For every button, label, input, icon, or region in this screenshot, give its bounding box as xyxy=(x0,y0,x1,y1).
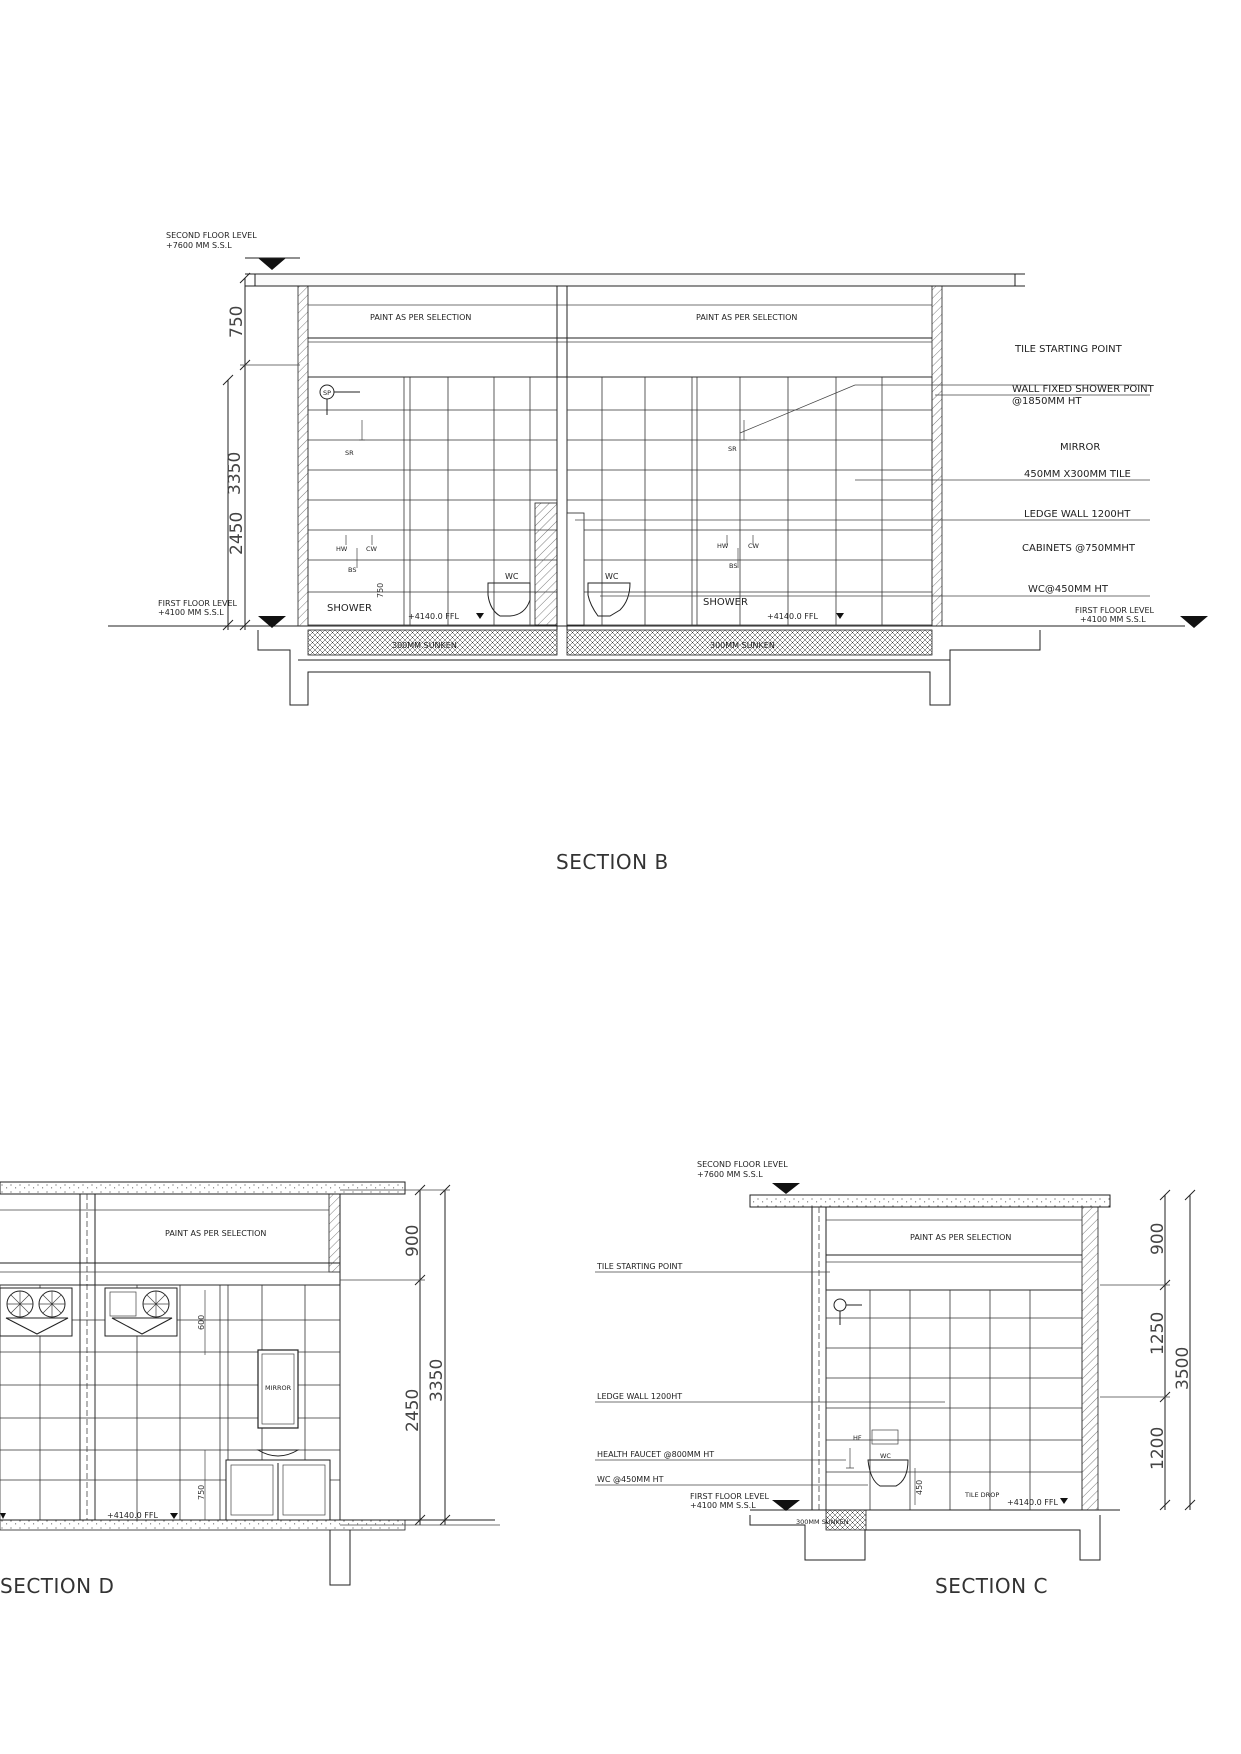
note-shower-point-b: WALL FIXED SHOWER POINT xyxy=(1012,384,1154,395)
slab-top-d xyxy=(0,1182,405,1194)
level-marker-ffl-c xyxy=(772,1500,800,1511)
section-d xyxy=(0,1182,500,1598)
label-paint-right-b: PAINT AS PER SELECTION xyxy=(696,313,798,322)
wall-right-c xyxy=(1082,1207,1098,1510)
dim-750-b: 750 xyxy=(227,305,247,338)
label-hw-right-b: HW xyxy=(717,542,729,550)
label-shower-left-b: SHOWER xyxy=(327,603,372,614)
label-sp-b: SP xyxy=(323,389,332,397)
ledge-right-b xyxy=(567,513,584,625)
exhaust-fan-left-d xyxy=(0,1288,72,1336)
label-sunken-right-b: 300MM SUNKEN xyxy=(710,641,775,650)
note-wc-b: WC@450MM HT xyxy=(1028,584,1109,595)
dim-2450-b: 2450 xyxy=(227,511,247,555)
label-cw-right-b: CW xyxy=(748,542,759,550)
section-c xyxy=(595,1160,1195,1598)
wall-right-b xyxy=(932,286,942,626)
dim-750-d: 750 xyxy=(197,1484,206,1500)
slab-top-b xyxy=(255,274,1015,286)
label-mirror-d: MIRROR xyxy=(265,1384,292,1392)
note-ledge-c: LEDGE WALL 1200HT xyxy=(597,1392,683,1401)
flush-plate-c xyxy=(872,1430,898,1444)
label-tile-drop-c: TILE DROP xyxy=(965,1491,1000,1499)
title-section-c: SECTION C xyxy=(935,1574,1048,1598)
note-mirror-b: MIRROR xyxy=(1060,442,1101,453)
level-marker-top-c xyxy=(772,1183,800,1194)
title-section-d: SECTION D xyxy=(0,1574,115,1598)
label-second-floor-value-b: +7600 MM S.S.L xyxy=(166,241,232,250)
label-paint-left-b: PAINT AS PER SELECTION xyxy=(370,313,472,322)
label-bs-left-b: BS xyxy=(348,566,357,574)
note-tile-size-b: 450MM X300MM TILE xyxy=(1024,469,1131,480)
level-marker-top-b xyxy=(258,258,286,270)
label-second-floor-value-c: +7600 MM S.S.L xyxy=(697,1170,763,1179)
label-wc-left-b: WC xyxy=(505,572,519,581)
dim-900-c: 900 xyxy=(1148,1222,1168,1255)
tile-grid-left-b xyxy=(308,377,557,625)
label-paint-d: PAINT AS PER SELECTION xyxy=(165,1229,267,1238)
label-first-floor-right-b: FIRST FLOOR LEVEL xyxy=(1075,606,1154,615)
label-paint-c: PAINT AS PER SELECTION xyxy=(910,1233,1012,1242)
label-first-floor-value-c: +4100 MM S.S.L xyxy=(690,1501,756,1510)
note-tile-start-c: TILE STARTING POINT xyxy=(597,1262,683,1271)
label-ffl-left-b: +4140.0 FFL xyxy=(408,612,459,621)
ledge-left-b xyxy=(535,503,557,625)
label-sr-right-b: SR xyxy=(728,445,737,453)
dim-900-d: 900 xyxy=(403,1224,423,1257)
label-second-floor-c: SECOND FLOOR LEVEL xyxy=(697,1160,788,1169)
label-shower-right-b: SHOWER xyxy=(703,597,748,608)
shower-point-c xyxy=(834,1299,846,1311)
label-hw-left-b: HW xyxy=(336,545,348,553)
basin-d xyxy=(258,1450,298,1456)
wc-right-b xyxy=(588,583,630,616)
label-ffl-c: +4140.0 FFL xyxy=(1007,1498,1058,1507)
dim-450-c: 450 xyxy=(915,1479,924,1495)
wc-c xyxy=(868,1460,908,1486)
label-wc-right-b: WC xyxy=(605,572,619,581)
dim-600-d: 600 xyxy=(197,1314,206,1330)
note-cabinets-b: CABINETS @750MMHT xyxy=(1022,543,1136,554)
health-faucet-c xyxy=(846,1448,854,1468)
note-tile-start-b: TILE STARTING POINT xyxy=(1015,344,1122,355)
label-sunken-c: 300MM SUNKEN xyxy=(796,1518,849,1526)
tile-grid-c xyxy=(826,1290,1082,1510)
shower-rose-left-b xyxy=(359,420,365,440)
label-sr-left-b: SR xyxy=(345,449,354,457)
label-second-floor-b: SECOND FLOOR LEVEL xyxy=(166,231,257,240)
title-section-b: SECTION B xyxy=(556,850,669,874)
label-bs-right-b: BS xyxy=(729,562,738,570)
dim-3500-c: 3500 xyxy=(1173,1346,1193,1390)
label-cw-left-b: CW xyxy=(366,545,377,553)
note-wc-ht-c: WC @450MM HT xyxy=(597,1475,664,1484)
shower-rose-right-b xyxy=(741,420,747,440)
label-ffl-right-b: +4140.0 FFL xyxy=(767,612,818,621)
exhaust-fan-right-d xyxy=(105,1288,177,1336)
label-ffl-d: +4140.0 FFL xyxy=(107,1511,158,1520)
section-b xyxy=(108,231,1208,874)
note-shower-point-ht-b: @1850MM HT xyxy=(1012,396,1082,407)
label-first-floor-value-left-b: +4100 MM S.S.L xyxy=(158,608,224,617)
note-health-faucet-c: HEALTH FAUCET @800MM HT xyxy=(597,1450,715,1459)
slab-top-c xyxy=(750,1195,1110,1207)
dim-3350-d: 3350 xyxy=(427,1358,447,1402)
dim-2450-d: 2450 xyxy=(403,1388,423,1432)
label-sunken-left-b: 300MM SUNKEN xyxy=(392,641,457,650)
dim-1200-c: 1200 xyxy=(1148,1426,1168,1470)
dim-3350-b: 3350 xyxy=(225,451,245,495)
label-hf-c: HF xyxy=(853,1434,862,1442)
label-first-floor-c: FIRST FLOOR LEVEL xyxy=(690,1492,769,1501)
note-ledge-b: LEDGE WALL 1200HT xyxy=(1024,509,1131,520)
label-first-floor-left-b: FIRST FLOOR LEVEL xyxy=(158,599,237,608)
label-wc-c: WC xyxy=(880,1452,891,1460)
wall-left-b xyxy=(298,286,308,626)
tile-grid-right-b xyxy=(567,377,932,625)
dim-1250-c: 1250 xyxy=(1148,1311,1168,1355)
dim-cabinet-750-b: 750 xyxy=(376,582,385,598)
label-first-floor-value-right-b: +4100 MM S.S.L xyxy=(1080,615,1146,624)
